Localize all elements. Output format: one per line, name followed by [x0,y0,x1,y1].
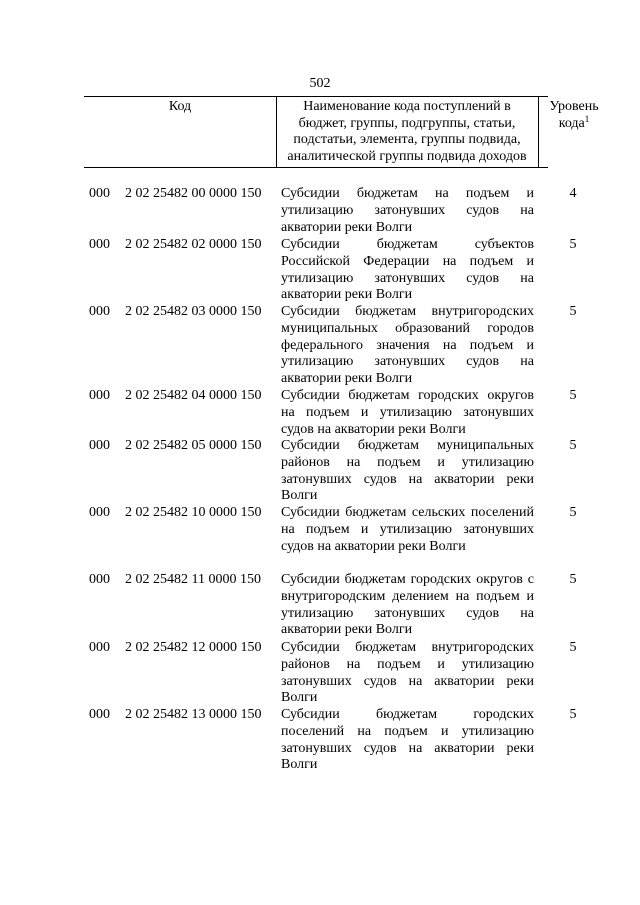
row-prefix: 000 [89,572,110,587]
row-prefix: 000 [89,304,110,319]
row-code: 2 02 25482 10 0000 150 [125,505,262,520]
row-name: Субсидии бюджетам городских поселений на подъем и утилизацию затонувших судов на акватории реки Волги [281,707,534,773]
row-name: Субсидии бюджетам на подъем и утилизацию затонувших судов на акватории реки Волги [281,186,534,235]
header-divider [276,97,277,167]
header-name: Наименование кода поступлений в бюджет, группы, подгруппы, статьи, подстатьи, элемента, группы подвида, аналитической группы подвида доходов [287,99,527,164]
row-level: 5 [569,438,577,453]
row-name: Субсидии бюджетам сельских поселений на подъем и утилизацию затонувших судов на акватории реки Волги [281,505,534,554]
row-name: Субсидии бюджетам городских округов на подъем и утилизацию затонувших судов на акватории реки Волги [281,388,534,437]
row-code: 2 02 25482 00 0000 150 [125,186,262,201]
row-level: 4 [569,186,577,201]
row-prefix: 000 [89,237,110,252]
row-code: 2 02 25482 11 0000 150 [125,572,261,587]
row-name: Субсидии бюджетам внутригородских муниципальных образований городов федерального значения на подъем и утилизацию затонувших судов на акватории реки Волги [281,304,534,387]
row-code: 2 02 25482 04 0000 150 [125,388,262,403]
row-prefix: 000 [89,438,110,453]
row-level: 5 [569,388,577,403]
row-level: 5 [569,304,577,319]
row-level: 5 [569,640,577,655]
row-name: Субсидии бюджетам внутригородских районов на подъем и утилизацию затонувших судов на акватории реки Волги [281,640,534,706]
row-code: 2 02 25482 02 0000 150 [125,237,262,252]
row-prefix: 000 [89,707,110,722]
row-prefix: 000 [89,186,110,201]
row-level: 5 [569,505,577,520]
row-level: 5 [569,707,577,722]
row-code: 2 02 25482 05 0000 150 [125,438,262,453]
header-level [539,99,609,132]
table-header [84,96,599,168]
row-code: 2 02 25482 13 0000 150 [125,707,262,722]
page-number: 502 [309,76,331,91]
row-name: Субсидии бюджетам субъектов Российской Федерации на подъем и утилизацию затонувших судов на акватории реки Волги [281,237,534,303]
header-level-footnote: 1 [584,113,590,124]
row-level: 5 [569,237,577,252]
row-level: 5 [569,572,577,587]
row-prefix: 000 [89,640,110,655]
row-prefix: 000 [89,388,110,403]
row-code: 2 02 25482 12 0000 150 [125,640,262,655]
header-level-text: Уровень кода [549,99,599,131]
row-name: Субсидии бюджетам муниципальных районов на подъем и утилизацию затонувших судов на акватории реки Волги [281,438,534,504]
row-code: 2 02 25482 03 0000 150 [125,304,262,319]
header-code: Код [168,99,192,114]
row-name: Субсидии бюджетам городских округов с внутригородским делением на подъем и утилизацию затонувших судов на акватории реки Волги [281,572,534,638]
row-prefix: 000 [89,505,110,520]
